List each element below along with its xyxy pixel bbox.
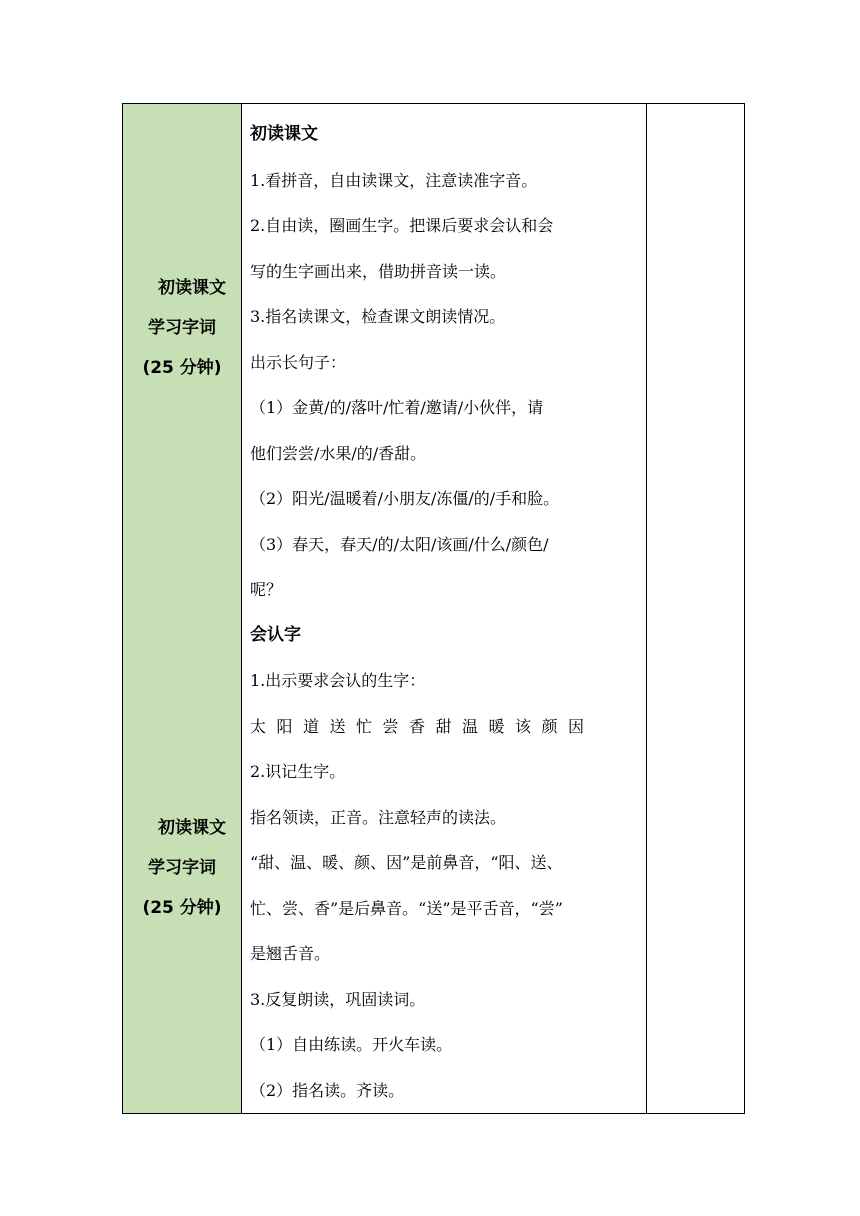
content-line: 2.自由读，圈画生字。把课后要求会认和会 [250, 216, 554, 235]
section-title-characters: 会认字 [250, 624, 301, 645]
content-line: 写的生字画出来，借助拼音读一读。 [250, 261, 507, 281]
content-line: 1.看拼音，自由读课文，注意读准字音。 [250, 170, 538, 190]
step-label-1: 初读课文 学习字词 (25 分钟) [142, 278, 226, 378]
lesson-table [122, 103, 745, 1114]
content-line: 3.反复朗读，巩固读词。 [250, 989, 426, 1009]
character-list: 太阳道送忙尝香甜温暖该颜因 [250, 716, 595, 736]
content-line: 出示长句子： [250, 352, 347, 372]
content-line: （2）指名读。齐读。 [250, 1080, 405, 1100]
teaching-content [242, 104, 646, 1113]
content-line: 忙、尝、香”是后鼻音。“送”是平舌音，“尝” [250, 898, 563, 918]
content-line: 是翘舌音。 [250, 944, 331, 963]
content-line: 3.指名读课文，检查课文朗读情况。 [250, 307, 506, 326]
section-title-reading: 初读课文 [250, 124, 318, 144]
notes-cell [647, 104, 745, 1114]
content-line: （1）自由练读。开火车读。 [250, 1035, 453, 1054]
content-line: 2.识记生字。 [250, 762, 346, 781]
step-label-2: 初读课文 学习字词 (25 分钟) [142, 818, 226, 918]
content-line: （3）春天，春天/的/太阳/该画/什么/颜色/ [250, 534, 549, 554]
teaching-content-cell [242, 104, 647, 1114]
content-line: 他们尝尝/水果/的/香甜。 [250, 443, 427, 463]
content-line: “甜、温、暖、颜、因”是前鼻音，“阳、送、 [250, 853, 563, 872]
content-line: 1.出示要求会认的生字： [250, 671, 426, 690]
content-line: （2）阳光/温暖着/小朋友/冻僵/的/手和脸。 [250, 489, 560, 508]
content-line: 呢？ [250, 580, 283, 599]
content-line: 指名领读，正音。注意轻声的读法。 [250, 807, 507, 827]
content-line: （1）金黄/的/落叶/忙着/邀请/小伙伴，请 [250, 398, 544, 417]
step-label-cell [123, 104, 242, 1114]
